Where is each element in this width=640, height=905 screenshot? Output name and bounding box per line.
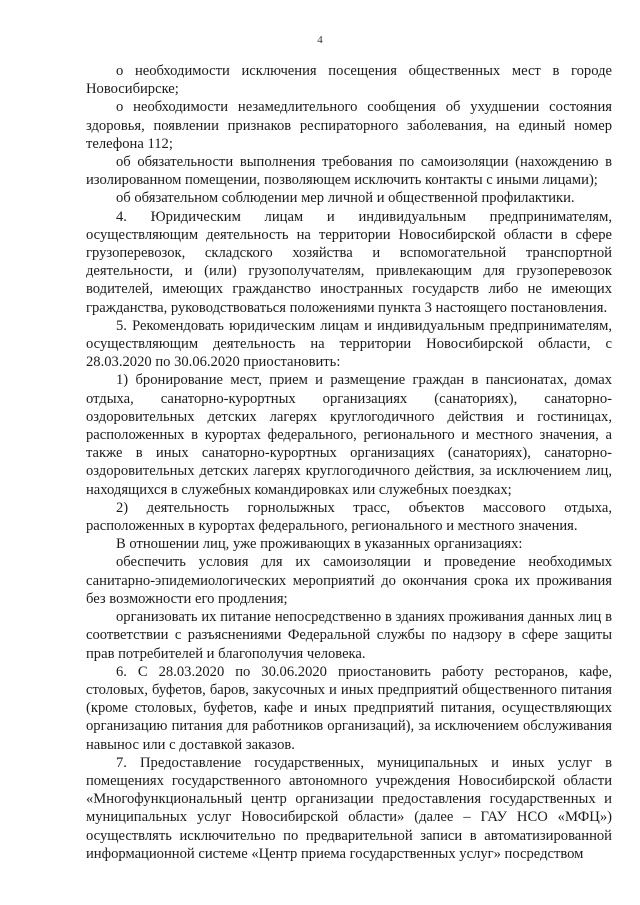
paragraph-residents-isolation: обеспечить условия для их самоизоляции и проведение необходимых санитарно-эпидемиологических мероприятий до окончания срока их проживания без возможности его продления; (86, 554, 612, 607)
paragraph-item-5-1: 1) бронирование мест, прием и размещение граждан в пансионатах, домах отдыха, санаторно-курортных организациях (санаториях), санаторно-оздоровительных детских лагерях круглогодичного действия и гостиницах, расположенных в курортах федерального, регионального и местного значения, а также в иных санаторно-курортных организациях (санаториях), санаторно-оздоровительных детских лагерях круглогодичного действия, за исключением лиц, находящихся в служебных командировках или служебных поездках; (86, 372, 612, 498)
paragraph-residents-intro: В отношении лиц, уже проживающих в указанных организациях: (116, 536, 523, 553)
paragraph-item-4: 4. Юридическим лицам и индивидуальным предпринимателям, осуществляющим деятельность на территории Новосибирской области в сфере грузоперевозок, складского хозяйства и вспомогательной транспортной деятельности, и (или) грузополучателям, привлекающим для грузоперевозок водителей, имеющих гражданство иностранных государств либо не имеющих гражданства, руководствоваться положениями пункта 3 настоящего постановления. (86, 208, 612, 316)
paragraph-residents-food: организовать их питание непосредственно в зданиях проживания данных лиц в соответствии с разъяснениями Федеральной службы по надзору в сфере защиты прав потребителей и благополучия человека. (86, 609, 612, 662)
page-number: 4 (317, 34, 323, 46)
paragraph-item-5-2: 2) деятельность горнолыжных трасс, объектов массового отдыха, расположенных в курортах федерального, регионального и местного значения. (86, 499, 612, 535)
paragraph-self-isolation: об обязательности выполнения требования по самоизоляции (нахождению в изолированном помещении, позволяющем исключить контакты с иными лицами); (86, 154, 612, 189)
paragraph-item-7: 7. Предоставление государственных, муниципальных и иных услуг в помещениях государственного автономного учреждения Новосибирской области «Многофункциональный центр организации предоставления государственных и муниципальных услуг Новосибирской области» (далее – ГАУ НСО «МФЦ») осуществлять исключительно по предварительной записи в автоматизированной информационной системе «Центр приема государственных услуг» посредством (86, 754, 612, 862)
paragraph-item-5: 5. Рекомендовать юридическим лицам и индивидуальным предпринимателям, осуществляющим деятельность на территории Новосибирской области, с 28.03.2020 по 30.06.2020 приостановить: (86, 317, 612, 371)
document-body (86, 62, 612, 863)
paragraph-prevention: об обязательном соблюдении мер личной и общественной профилактики. (116, 190, 575, 207)
paragraph-item-6: 6. С 28.03.2020 по 30.06.2020 приостановить работу ресторанов, кафе, столовых, буфетов, баров, закусочных и иных предприятий общественного питания (кроме столовых, буфетов, кафе и иных предприятий питания, осуществляющих организацию питания для работников организаций), за исключением обслуживания навынос или с доставкой заказов. (86, 663, 612, 753)
paragraph-public-places: о необходимости исключения посещения общественных мест в городе Новосибирске; (86, 63, 612, 98)
paragraph-report-illness: о необходимости незамедлительного сообщения об ухудшении состояния здоровья, появлении признаков респираторного заболевания, на единый номер телефона 112; (86, 99, 612, 152)
